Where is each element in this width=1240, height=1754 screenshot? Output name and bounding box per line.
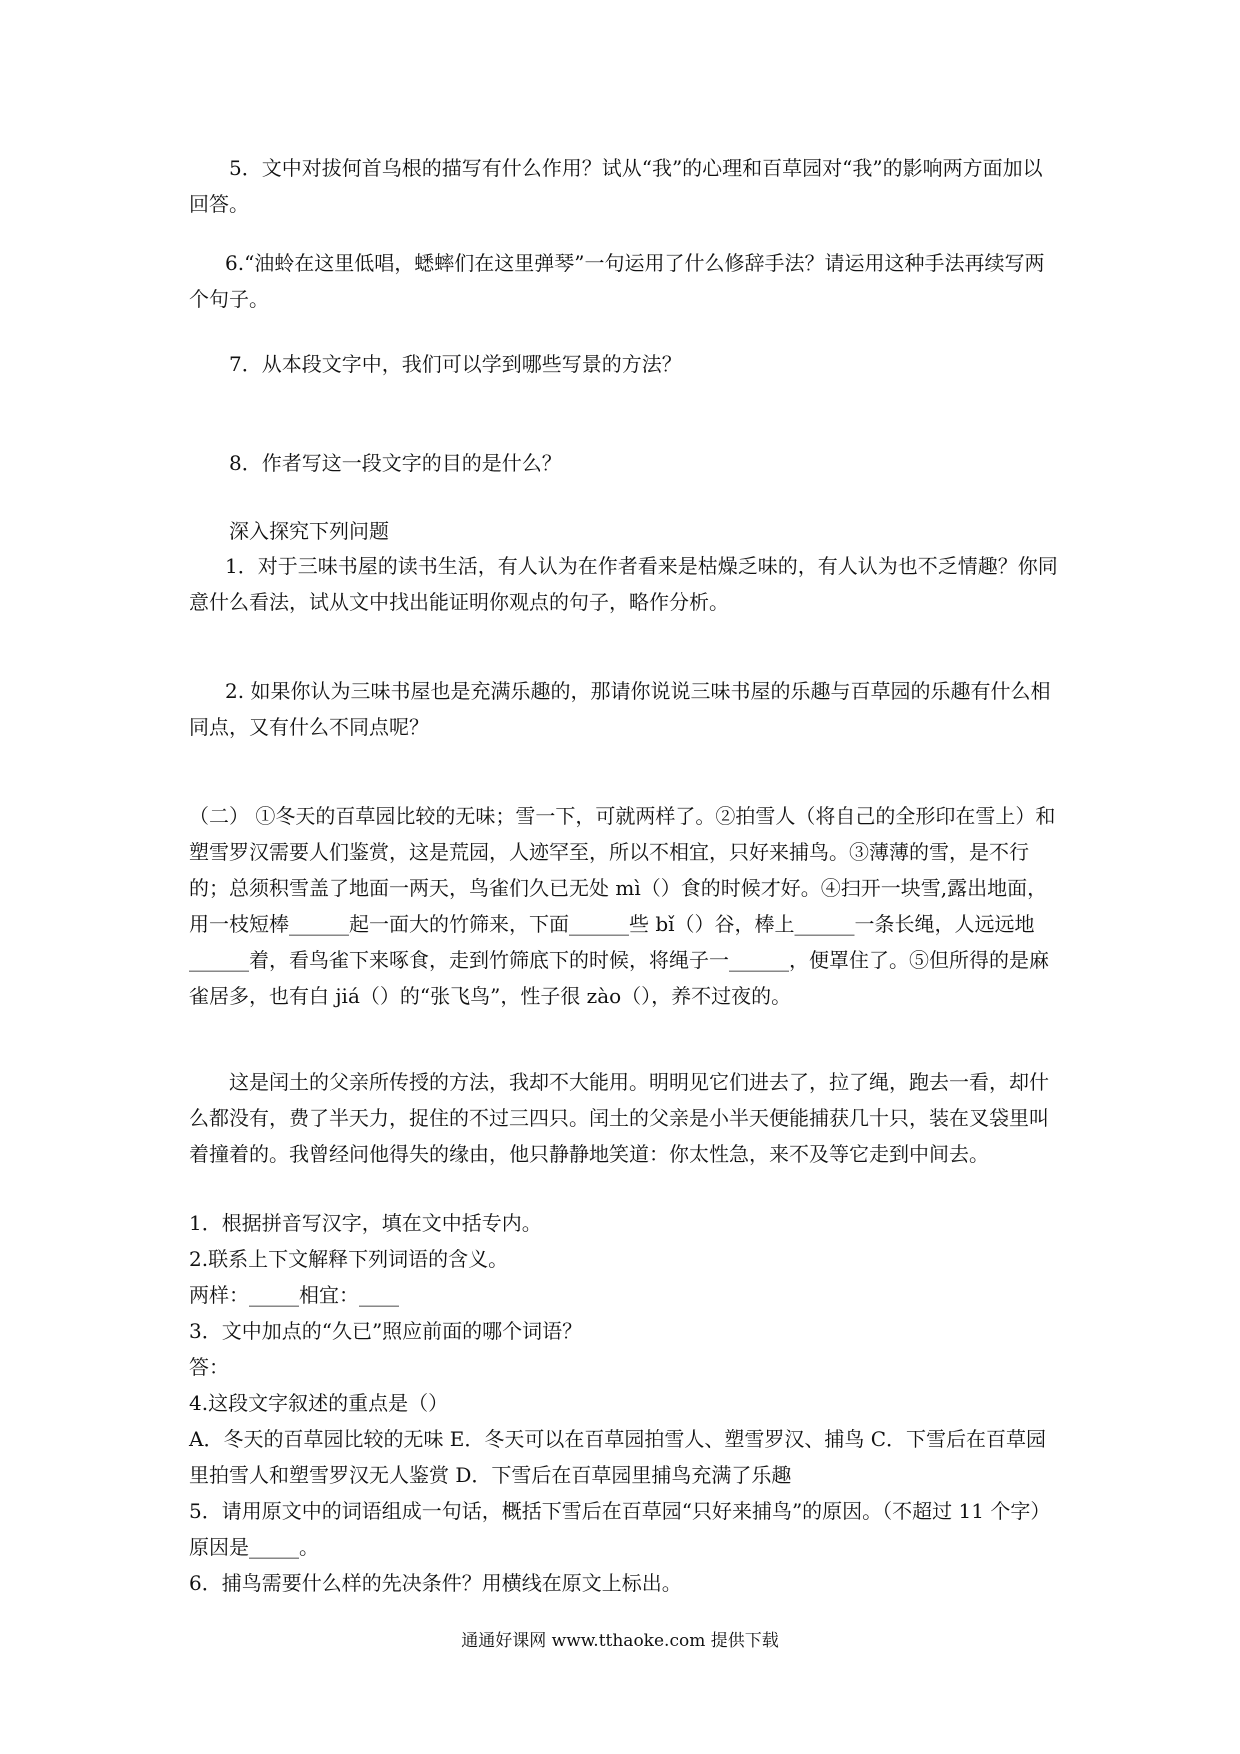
passage-paragraph-2: 这是闰土的父亲所传授的方法，我却不大能用。明明见它们进去了，拉了绳，跑去一看，却什么都没有，费了半天力，捉住的不过三四只。闰土的父亲是小半天便能捕获几十只，装在叉袋里叫着撞着的。我曾经问他得失的缘由，他只静静地笑道：你太性急，来不及等它走到中间去。 bbox=[189, 1070, 1049, 1166]
passage-paragraph-1: （二） ①冬天的百草园比较的无味；雪一下，可就两样了。②拍雪人（将自己的全形印在雪上）和塑雪罗汉需要人们鉴赏，这是荒园，人迹罕至，所以不相宜，只好来捕鸟。③薄薄的雪，是不行的；总须积雪盖了地面一两天，鸟雀们久已无处 mì（）食的时候才好。④扫开一块雪,露出地面，用一枝短棒______起一面大的竹筛来，下面______些 bǐ（）谷，棒上______一条长绳，人远远地______着，看鸟雀下来啄食，走到竹筛底下的时候，将绳子一______，便罩住了。⑤但所得的是麻雀居多，也有白 jiá（）的“张飞鸟”，性子很 zào（），养不过夜的。 bbox=[189, 804, 1056, 1008]
question-7: 7．从本段文字中，我们可以学到哪些写景的方法？ bbox=[229, 352, 682, 376]
p2-question-4-options: A．冬天的百草园比较的无味 E．冬天可以在百草园拍雪人、塑雪罗汉、捕鸟 C．下雪后在百草园里拍雪人和塑雪罗汉无人鉴赏 D．下雪后在百草园里捕鸟充满了乐趣 bbox=[189, 1427, 1047, 1487]
p2-question-4: 4.这段文字叙述的重点是（） bbox=[189, 1391, 449, 1415]
page-footer: 通通好课网 www.tthaoke.com 提供下载 bbox=[461, 1631, 779, 1651]
p2-question-3: 3．文中加点的“久已”照应前面的哪个词语？ bbox=[189, 1319, 583, 1343]
p2-question-3-answer: 答： bbox=[189, 1355, 229, 1379]
question-6: 6.“油蛉在这里低唱，蟋蟀们在这里弹琴”一句运用了什么修辞手法？请运用这种手法再续写两个句子。 bbox=[189, 251, 1045, 311]
question-list-2 bbox=[189, 1205, 1061, 1601]
question-8: 8．作者写这一段文字的目的是什么？ bbox=[229, 451, 562, 475]
explore-heading: 深入探究下列问题 bbox=[229, 519, 389, 543]
p2-question-2-fill: 两样：_____相宜：____ bbox=[189, 1283, 399, 1307]
question-5: 5．文中对拔何首乌根的描写有什么作用？试从“我”的心理和百草园对“我”的影响两方面加以回答。 bbox=[189, 156, 1043, 216]
p2-question-5: 5．请用原文中的词语组成一句话，概括下雪后在百草园“只好来捕鸟”的原因。（不超过 11 个字） 原因是_____。 bbox=[189, 1499, 1051, 1559]
explore-question-2: 2. 如果你认为三味书屋也是充满乐趣的，那请你说说三味书屋的乐趣与百草园的乐趣有什么相同点，又有什么不同点呢？ bbox=[189, 679, 1051, 739]
p2-question-6: 6．捕鸟需要什么样的先决条件？用横线在原文上标出。 bbox=[189, 1571, 682, 1595]
p2-question-2: 2.联系上下文解释下列词语的含义。 bbox=[189, 1247, 509, 1271]
explore-question-1: 1．对于三味书屋的读书生活，有人认为在作者看来是枯燥乏味的，有人认为也不乏情趣？你同意什么看法，试从文中找出能证明你观点的句子，略作分析。 bbox=[189, 554, 1058, 614]
p2-question-1: 1．根据拼音写汉字，填在文中括专内。 bbox=[189, 1211, 542, 1235]
